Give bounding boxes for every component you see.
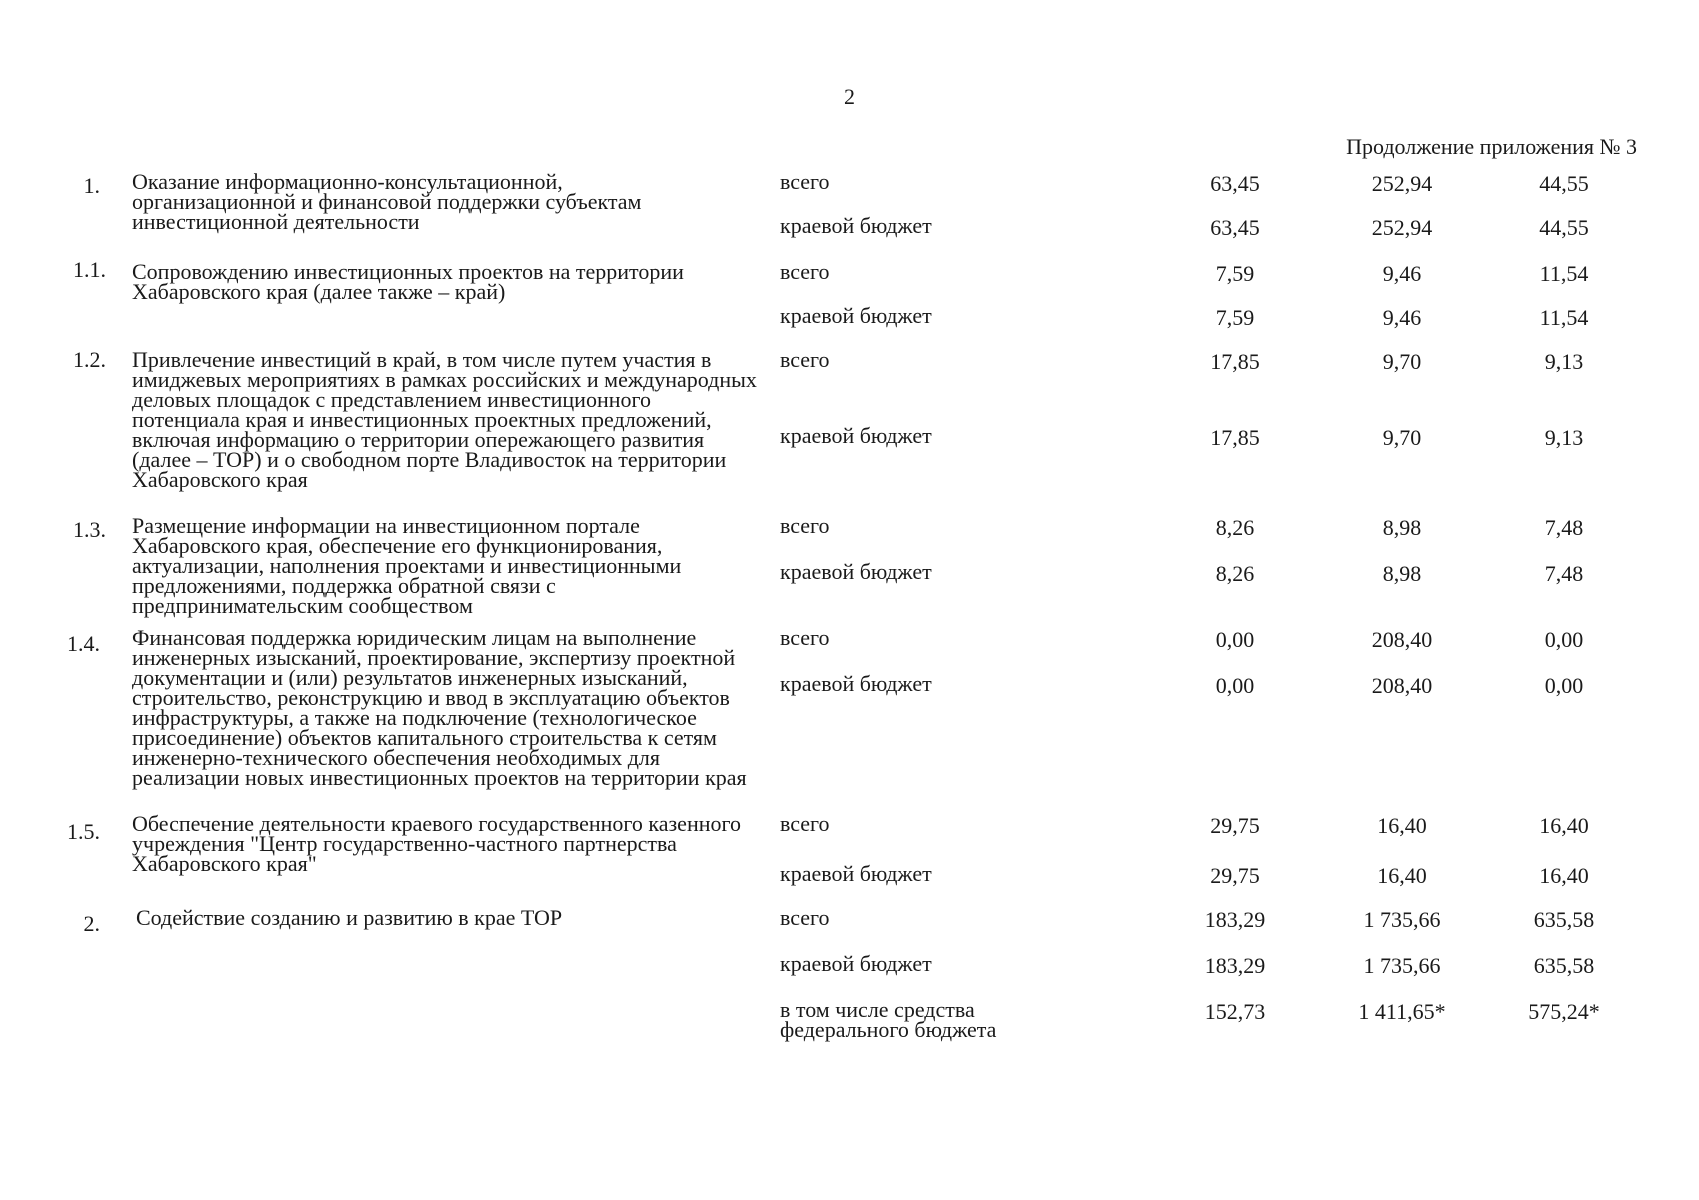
funding-source: всего	[780, 347, 830, 372]
funding-source: всего	[780, 513, 830, 538]
funding-source: всего	[780, 625, 830, 650]
value-col-3: 9,13	[1544, 349, 1584, 374]
table-row	[0, 303, 1699, 330]
item-title: Обеспечение деятельности краевого государственного казенного учреждения "Центр государственно-частного партнерства Хабаровского края"	[132, 811, 741, 876]
funding-source: в том числе средства федерального бюджета	[780, 997, 997, 1042]
value-col-3: 575,24*	[1528, 999, 1600, 1024]
value-col-2: 1 735,66	[1363, 953, 1441, 978]
value-col-1: 63,45	[1210, 171, 1260, 196]
item-title: Оказание информационно-консультационной, организационной и финансовой поддержки субъектам инвестиционной деятельности	[132, 169, 642, 234]
item-number: 2.	[83, 911, 100, 936]
value-col-1: 152,73	[1204, 999, 1266, 1024]
value-col-2: 9,70	[1382, 349, 1422, 374]
value-col-2: 9,46	[1382, 305, 1422, 330]
table-row	[0, 625, 1699, 656]
table-row	[0, 811, 1699, 838]
value-col-3: 635,58	[1533, 907, 1595, 932]
table-row	[0, 997, 1699, 1042]
table-row	[0, 861, 1699, 888]
value-col-3: 0,00	[1544, 673, 1584, 698]
value-col-3: 635,58	[1533, 953, 1595, 978]
item-title: Привлечение инвестиций в край, в том числе путем участия в имиджевых мероприятиях в рамках российских и международных деловых площадок с представлением инвестиционного потенциала края и инвестиционных проектных предложений, включая информацию о территории опережающего развития (далее – ТОР) и о свободном порте Владивосток на территории Хабаровского края	[132, 347, 757, 492]
value-col-3: 7,48	[1544, 561, 1584, 586]
table-row	[0, 347, 1699, 374]
value-col-2: 8,98	[1382, 515, 1422, 540]
funding-source: всего	[780, 811, 830, 836]
funding-source: краевой бюджет	[780, 423, 932, 448]
value-col-2: 252,94	[1371, 171, 1433, 196]
value-col-2: 1 735,66	[1363, 907, 1441, 932]
funding-source: краевой бюджет	[780, 213, 932, 238]
value-col-2: 208,40	[1371, 627, 1433, 652]
funding-source: краевой бюджет	[780, 861, 932, 886]
funding-source: краевой бюджет	[780, 303, 932, 328]
table-row	[0, 951, 1699, 978]
item-number: 1.3.	[73, 517, 106, 542]
value-col-1: 29,75	[1210, 863, 1260, 888]
value-col-2: 208,40	[1371, 673, 1433, 698]
item-number: 1.4.	[67, 631, 100, 656]
funding-source: всего	[780, 169, 830, 194]
value-col-1: 7,59	[1215, 305, 1255, 330]
value-col-3: 44,55	[1539, 215, 1589, 240]
value-col-2: 8,98	[1382, 561, 1422, 586]
item-number: 1.1.	[73, 257, 106, 282]
value-col-1: 63,45	[1210, 215, 1260, 240]
value-col-1: 17,85	[1210, 425, 1260, 450]
funding-source: краевой бюджет	[780, 559, 932, 584]
value-col-1: 183,29	[1204, 953, 1266, 978]
table-row	[0, 559, 1699, 586]
funding-source: краевой бюджет	[780, 951, 932, 976]
value-col-2: 9,70	[1382, 425, 1422, 450]
value-col-1: 29,75	[1210, 813, 1260, 838]
funding-source: всего	[780, 905, 830, 930]
value-col-1: 183,29	[1204, 907, 1266, 932]
value-col-1: 7,59	[1215, 261, 1255, 286]
item-number: 1.	[83, 173, 100, 198]
value-col-3: 16,40	[1539, 863, 1589, 888]
value-col-1: 8,26	[1215, 561, 1255, 586]
table-row	[0, 671, 1699, 698]
value-col-1: 8,26	[1215, 515, 1255, 540]
value-col-2: 16,40	[1377, 813, 1427, 838]
value-col-3: 0,00	[1544, 627, 1584, 652]
item-title: Финансовая поддержка юридическим лицам на выполнение инженерных изысканий, проектирование, экспертизу проектной документации и (или) результатов инженерных изысканий, строительство, реконструкцию и ввод в эксплуатацию объектов инфраструктуры, а также на подключение (технологическое присоединение) объектов капитального строительства к сетям инженерно-технического обеспечения необходимых для реализации новых инвестиционных проектов на территории края	[132, 625, 747, 790]
page-number: 2	[844, 84, 855, 109]
appendix-continuation-note: Продолжение приложения № 3	[1346, 134, 1637, 159]
item-number: 1.2.	[73, 347, 106, 372]
value-col-2: 252,94	[1371, 215, 1433, 240]
funding-source: всего	[780, 259, 830, 284]
item-title: Содействие созданию и развитию в крае ТОР	[136, 905, 563, 930]
value-col-3: 11,54	[1539, 305, 1589, 330]
item-title: Сопровождению инвестиционных проектов на территории Хабаровского края (далее также – край)	[132, 259, 684, 304]
value-col-2: 16,40	[1377, 863, 1427, 888]
table-row	[0, 513, 1699, 540]
table-row	[0, 257, 1699, 286]
value-col-3: 9,13	[1544, 425, 1584, 450]
value-col-2: 9,46	[1382, 261, 1422, 286]
item-number: 1.5.	[67, 819, 100, 844]
value-col-3: 44,55	[1539, 171, 1589, 196]
value-col-3: 7,48	[1544, 515, 1584, 540]
funding-source: краевой бюджет	[780, 671, 932, 696]
value-col-3: 16,40	[1539, 813, 1589, 838]
value-col-2: 1 411,65*	[1358, 999, 1446, 1024]
value-col-1: 0,00	[1215, 673, 1255, 698]
table-row	[0, 423, 1699, 450]
value-col-1: 0,00	[1215, 627, 1255, 652]
value-col-3: 11,54	[1539, 261, 1589, 286]
table-row	[0, 213, 1699, 240]
item-title: Размещение информации на инвестиционном портале Хабаровского края, обеспечение его функционирования, актуализации, наполнения проектами и инвестиционными предложениями, поддержка обратной связи с предпринимательским сообществом	[132, 513, 682, 618]
value-col-1: 17,85	[1210, 349, 1260, 374]
table-row	[0, 905, 1699, 936]
table-row	[0, 169, 1699, 196]
